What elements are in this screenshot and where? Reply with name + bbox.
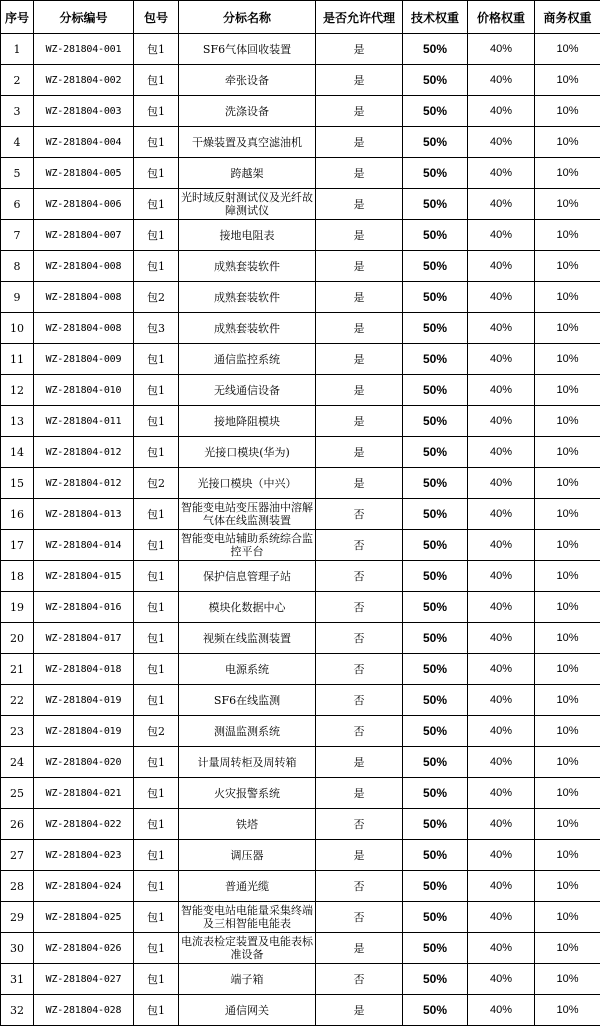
- table-row: [1, 778, 600, 809]
- cell-price-weight: 40%: [468, 189, 535, 220]
- cell-business-weight: 10%: [535, 96, 600, 127]
- cell-name: 接地电阻表: [179, 220, 316, 251]
- cell-agent-allowed: 否: [316, 964, 403, 995]
- cell-package: 包1: [134, 995, 179, 1026]
- table-row: [1, 716, 600, 747]
- cell-code: WZ-281804-009: [34, 344, 134, 375]
- cell-no: 2: [1, 65, 34, 96]
- header-no: 序号: [1, 1, 34, 34]
- cell-code: WZ-281804-027: [34, 964, 134, 995]
- cell-tech-weight: 50%: [403, 778, 468, 809]
- table-row: [1, 840, 600, 871]
- cell-tech-weight: 50%: [403, 592, 468, 623]
- table-row: [1, 313, 600, 344]
- cell-name: 牵张设备: [179, 65, 316, 96]
- cell-price-weight: 40%: [468, 747, 535, 778]
- cell-agent-allowed: 否: [316, 871, 403, 902]
- cell-tech-weight: 50%: [403, 34, 468, 65]
- cell-no: 5: [1, 158, 34, 189]
- cell-package: 包1: [134, 964, 179, 995]
- cell-package: 包2: [134, 468, 179, 499]
- cell-name: 洗涤设备: [179, 96, 316, 127]
- cell-business-weight: 10%: [535, 499, 600, 530]
- cell-package: 包1: [134, 747, 179, 778]
- cell-name: 火灾报警系统: [179, 778, 316, 809]
- table-row: [1, 251, 600, 282]
- cell-package: 包1: [134, 127, 179, 158]
- cell-name: 成熟套装软件: [179, 282, 316, 313]
- cell-price-weight: 40%: [468, 561, 535, 592]
- cell-no: 7: [1, 220, 34, 251]
- cell-no: 24: [1, 747, 34, 778]
- table-row: [1, 964, 600, 995]
- cell-no: 26: [1, 809, 34, 840]
- header-row: [1, 1, 600, 34]
- cell-name: 无线通信设备: [179, 375, 316, 406]
- cell-package: 包1: [134, 871, 179, 902]
- cell-package: 包1: [134, 840, 179, 871]
- cell-agent-allowed: 是: [316, 406, 403, 437]
- cell-code: WZ-281804-012: [34, 468, 134, 499]
- cell-package: 包1: [134, 189, 179, 220]
- table-row: [1, 220, 600, 251]
- table-row: [1, 468, 600, 499]
- cell-name: 干燥装置及真空滤油机: [179, 127, 316, 158]
- header-business-weight: 商务权重: [535, 1, 600, 34]
- cell-price-weight: 40%: [468, 313, 535, 344]
- cell-tech-weight: 50%: [403, 468, 468, 499]
- cell-tech-weight: 50%: [403, 933, 468, 964]
- cell-agent-allowed: 否: [316, 654, 403, 685]
- cell-agent-allowed: 是: [316, 437, 403, 468]
- table-row: [1, 654, 600, 685]
- cell-no: 17: [1, 530, 34, 561]
- cell-no: 12: [1, 375, 34, 406]
- cell-package: 包1: [134, 623, 179, 654]
- cell-price-weight: 40%: [468, 375, 535, 406]
- cell-price-weight: 40%: [468, 933, 535, 964]
- cell-tech-weight: 50%: [403, 158, 468, 189]
- cell-price-weight: 40%: [468, 530, 535, 561]
- cell-code: WZ-281804-008: [34, 251, 134, 282]
- cell-tech-weight: 50%: [403, 189, 468, 220]
- cell-package: 包1: [134, 685, 179, 716]
- cell-package: 包1: [134, 406, 179, 437]
- table-row: [1, 685, 600, 716]
- cell-price-weight: 40%: [468, 871, 535, 902]
- cell-no: 6: [1, 189, 34, 220]
- cell-name: 电源系统: [179, 654, 316, 685]
- cell-agent-allowed: 否: [316, 623, 403, 654]
- header-price-weight: 价格权重: [468, 1, 535, 34]
- cell-business-weight: 10%: [535, 406, 600, 437]
- cell-business-weight: 10%: [535, 716, 600, 747]
- cell-tech-weight: 50%: [403, 871, 468, 902]
- cell-no: 29: [1, 902, 34, 933]
- cell-code: WZ-281804-012: [34, 437, 134, 468]
- cell-business-weight: 10%: [535, 437, 600, 468]
- table-row: [1, 499, 600, 530]
- cell-package: 包1: [134, 220, 179, 251]
- cell-name: 光时域反射测试仪及光纤故障测试仪: [179, 189, 316, 220]
- cell-tech-weight: 50%: [403, 251, 468, 282]
- cell-tech-weight: 50%: [403, 65, 468, 96]
- cell-no: 13: [1, 406, 34, 437]
- cell-tech-weight: 50%: [403, 220, 468, 251]
- cell-price-weight: 40%: [468, 34, 535, 65]
- cell-price-weight: 40%: [468, 468, 535, 499]
- cell-business-weight: 10%: [535, 344, 600, 375]
- cell-price-weight: 40%: [468, 964, 535, 995]
- cell-package: 包1: [134, 34, 179, 65]
- cell-no: 4: [1, 127, 34, 158]
- cell-agent-allowed: 是: [316, 65, 403, 96]
- cell-business-weight: 10%: [535, 747, 600, 778]
- cell-business-weight: 10%: [535, 809, 600, 840]
- cell-no: 10: [1, 313, 34, 344]
- table-row: [1, 406, 600, 437]
- cell-code: WZ-281804-010: [34, 375, 134, 406]
- cell-name: SF6在线监测: [179, 685, 316, 716]
- cell-price-weight: 40%: [468, 65, 535, 96]
- cell-business-weight: 10%: [535, 65, 600, 96]
- table-row: [1, 189, 600, 220]
- cell-package: 包1: [134, 251, 179, 282]
- cell-price-weight: 40%: [468, 282, 535, 313]
- cell-price-weight: 40%: [468, 778, 535, 809]
- cell-tech-weight: 50%: [403, 96, 468, 127]
- cell-price-weight: 40%: [468, 840, 535, 871]
- cell-tech-weight: 50%: [403, 561, 468, 592]
- cell-agent-allowed: 是: [316, 313, 403, 344]
- cell-agent-allowed: 是: [316, 933, 403, 964]
- cell-name: 光接口模块（中兴）: [179, 468, 316, 499]
- cell-business-weight: 10%: [535, 189, 600, 220]
- cell-business-weight: 10%: [535, 778, 600, 809]
- cell-code: WZ-281804-007: [34, 220, 134, 251]
- cell-name: 成熟套装软件: [179, 313, 316, 344]
- cell-package: 包1: [134, 933, 179, 964]
- cell-agent-allowed: 是: [316, 282, 403, 313]
- cell-no: 32: [1, 995, 34, 1026]
- cell-agent-allowed: 否: [316, 561, 403, 592]
- cell-business-weight: 10%: [535, 654, 600, 685]
- cell-business-weight: 10%: [535, 592, 600, 623]
- cell-business-weight: 10%: [535, 623, 600, 654]
- table-row: [1, 65, 600, 96]
- cell-tech-weight: 50%: [403, 375, 468, 406]
- cell-business-weight: 10%: [535, 840, 600, 871]
- cell-code: WZ-281804-022: [34, 809, 134, 840]
- cell-name: 电流表检定装置及电能表标准设备: [179, 933, 316, 964]
- cell-package: 包1: [134, 809, 179, 840]
- cell-agent-allowed: 是: [316, 96, 403, 127]
- cell-business-weight: 10%: [535, 995, 600, 1026]
- cell-business-weight: 10%: [535, 902, 600, 933]
- cell-package: 包1: [134, 902, 179, 933]
- cell-tech-weight: 50%: [403, 685, 468, 716]
- cell-no: 11: [1, 344, 34, 375]
- cell-package: 包1: [134, 592, 179, 623]
- cell-agent-allowed: 否: [316, 530, 403, 561]
- cell-tech-weight: 50%: [403, 716, 468, 747]
- cell-agent-allowed: 否: [316, 592, 403, 623]
- cell-package: 包1: [134, 344, 179, 375]
- cell-no: 9: [1, 282, 34, 313]
- cell-name: 智能变电站电能量采集终端及三相智能电能表: [179, 902, 316, 933]
- cell-code: WZ-281804-011: [34, 406, 134, 437]
- cell-code: WZ-281804-005: [34, 158, 134, 189]
- table-row: [1, 375, 600, 406]
- cell-tech-weight: 50%: [403, 747, 468, 778]
- cell-business-weight: 10%: [535, 282, 600, 313]
- cell-tech-weight: 50%: [403, 902, 468, 933]
- cell-tech-weight: 50%: [403, 282, 468, 313]
- cell-tech-weight: 50%: [403, 127, 468, 158]
- cell-code: WZ-281804-013: [34, 499, 134, 530]
- cell-name: 成熟套装软件: [179, 251, 316, 282]
- cell-agent-allowed: 否: [316, 499, 403, 530]
- cell-code: WZ-281804-001: [34, 34, 134, 65]
- cell-price-weight: 40%: [468, 158, 535, 189]
- cell-tech-weight: 50%: [403, 499, 468, 530]
- cell-code: WZ-281804-008: [34, 313, 134, 344]
- header-name: 分标名称: [179, 1, 316, 34]
- cell-agent-allowed: 是: [316, 468, 403, 499]
- cell-business-weight: 10%: [535, 220, 600, 251]
- table-row: [1, 344, 600, 375]
- table-row: [1, 158, 600, 189]
- cell-agent-allowed: 否: [316, 809, 403, 840]
- cell-price-weight: 40%: [468, 716, 535, 747]
- cell-no: 14: [1, 437, 34, 468]
- cell-package: 包1: [134, 375, 179, 406]
- cell-name: 模块化数据中心: [179, 592, 316, 623]
- table-row: [1, 902, 600, 933]
- cell-business-weight: 10%: [535, 375, 600, 406]
- cell-price-weight: 40%: [468, 127, 535, 158]
- table-row: [1, 437, 600, 468]
- cell-package: 包2: [134, 716, 179, 747]
- table-row: [1, 96, 600, 127]
- cell-code: WZ-281804-015: [34, 561, 134, 592]
- cell-no: 3: [1, 96, 34, 127]
- cell-business-weight: 10%: [535, 158, 600, 189]
- cell-agent-allowed: 否: [316, 902, 403, 933]
- cell-no: 31: [1, 964, 34, 995]
- cell-agent-allowed: 是: [316, 220, 403, 251]
- cell-tech-weight: 50%: [403, 623, 468, 654]
- table-row: [1, 809, 600, 840]
- cell-price-weight: 40%: [468, 406, 535, 437]
- cell-name: 铁塔: [179, 809, 316, 840]
- cell-package: 包1: [134, 96, 179, 127]
- cell-business-weight: 10%: [535, 685, 600, 716]
- cell-name: 调压器: [179, 840, 316, 871]
- cell-name: 计量周转柜及周转箱: [179, 747, 316, 778]
- cell-business-weight: 10%: [535, 530, 600, 561]
- cell-package: 包1: [134, 778, 179, 809]
- cell-agent-allowed: 是: [316, 778, 403, 809]
- cell-tech-weight: 50%: [403, 437, 468, 468]
- cell-tech-weight: 50%: [403, 840, 468, 871]
- cell-no: 27: [1, 840, 34, 871]
- cell-package: 包1: [134, 158, 179, 189]
- table-row: [1, 127, 600, 158]
- cell-code: WZ-281804-019: [34, 716, 134, 747]
- cell-tech-weight: 50%: [403, 530, 468, 561]
- cell-agent-allowed: 是: [316, 251, 403, 282]
- cell-business-weight: 10%: [535, 468, 600, 499]
- cell-code: WZ-281804-018: [34, 654, 134, 685]
- cell-agent-allowed: 是: [316, 344, 403, 375]
- cell-price-weight: 40%: [468, 685, 535, 716]
- cell-name: 智能变电站变压器油中溶解气体在线监测装置: [179, 499, 316, 530]
- cell-code: WZ-281804-024: [34, 871, 134, 902]
- cell-business-weight: 10%: [535, 561, 600, 592]
- cell-price-weight: 40%: [468, 995, 535, 1026]
- header-agent-allowed: 是否允许代理: [316, 1, 403, 34]
- cell-name: 通信网关: [179, 995, 316, 1026]
- cell-no: 1: [1, 34, 34, 65]
- cell-no: 19: [1, 592, 34, 623]
- cell-price-weight: 40%: [468, 251, 535, 282]
- cell-name: 普通光缆: [179, 871, 316, 902]
- cell-tech-weight: 50%: [403, 995, 468, 1026]
- table-row: [1, 747, 600, 778]
- table-body: [1, 34, 600, 1026]
- cell-package: 包1: [134, 530, 179, 561]
- table-row: [1, 995, 600, 1026]
- cell-code: WZ-281804-004: [34, 127, 134, 158]
- cell-no: 16: [1, 499, 34, 530]
- cell-agent-allowed: 否: [316, 716, 403, 747]
- table-row: [1, 871, 600, 902]
- cell-package: 包1: [134, 654, 179, 685]
- table-row: [1, 530, 600, 561]
- cell-no: 21: [1, 654, 34, 685]
- cell-package: 包1: [134, 561, 179, 592]
- cell-code: WZ-281804-019: [34, 685, 134, 716]
- header-tech-weight: 技术权重: [403, 1, 468, 34]
- cell-price-weight: 40%: [468, 96, 535, 127]
- cell-name: 智能变电站辅助系统综合监控平台: [179, 530, 316, 561]
- cell-no: 18: [1, 561, 34, 592]
- cell-name: 跨越架: [179, 158, 316, 189]
- cell-no: 8: [1, 251, 34, 282]
- cell-code: WZ-281804-016: [34, 592, 134, 623]
- cell-code: WZ-281804-017: [34, 623, 134, 654]
- table-row: [1, 34, 600, 65]
- cell-no: 25: [1, 778, 34, 809]
- cell-package: 包1: [134, 437, 179, 468]
- cell-agent-allowed: 是: [316, 189, 403, 220]
- cell-business-weight: 10%: [535, 127, 600, 158]
- cell-name: 保护信息管理子站: [179, 561, 316, 592]
- cell-code: WZ-281804-021: [34, 778, 134, 809]
- cell-business-weight: 10%: [535, 933, 600, 964]
- cell-no: 30: [1, 933, 34, 964]
- cell-code: WZ-281804-008: [34, 282, 134, 313]
- cell-price-weight: 40%: [468, 809, 535, 840]
- cell-price-weight: 40%: [468, 344, 535, 375]
- cell-agent-allowed: 是: [316, 34, 403, 65]
- cell-agent-allowed: 是: [316, 747, 403, 778]
- cell-agent-allowed: 是: [316, 995, 403, 1026]
- cell-business-weight: 10%: [535, 251, 600, 282]
- cell-code: WZ-281804-026: [34, 933, 134, 964]
- cell-name: 测温监测系统: [179, 716, 316, 747]
- cell-package: 包3: [134, 313, 179, 344]
- cell-code: WZ-281804-020: [34, 747, 134, 778]
- table-row: [1, 933, 600, 964]
- cell-code: WZ-281804-025: [34, 902, 134, 933]
- cell-price-weight: 40%: [468, 623, 535, 654]
- cell-tech-weight: 50%: [403, 406, 468, 437]
- cell-tech-weight: 50%: [403, 964, 468, 995]
- cell-tech-weight: 50%: [403, 809, 468, 840]
- cell-code: WZ-281804-023: [34, 840, 134, 871]
- cell-no: 20: [1, 623, 34, 654]
- table-row: [1, 592, 600, 623]
- cell-no: 15: [1, 468, 34, 499]
- cell-code: WZ-281804-028: [34, 995, 134, 1026]
- cell-price-weight: 40%: [468, 902, 535, 933]
- cell-tech-weight: 50%: [403, 344, 468, 375]
- cell-no: 22: [1, 685, 34, 716]
- cell-name: 端子箱: [179, 964, 316, 995]
- cell-tech-weight: 50%: [403, 654, 468, 685]
- cell-business-weight: 10%: [535, 964, 600, 995]
- cell-code: WZ-281804-003: [34, 96, 134, 127]
- cell-code: WZ-281804-006: [34, 189, 134, 220]
- table-row: [1, 623, 600, 654]
- cell-no: 28: [1, 871, 34, 902]
- cell-price-weight: 40%: [468, 220, 535, 251]
- cell-code: WZ-281804-014: [34, 530, 134, 561]
- cell-price-weight: 40%: [468, 592, 535, 623]
- cell-price-weight: 40%: [468, 654, 535, 685]
- cell-agent-allowed: 否: [316, 685, 403, 716]
- cell-package: 包2: [134, 282, 179, 313]
- cell-tech-weight: 50%: [403, 313, 468, 344]
- cell-price-weight: 40%: [468, 437, 535, 468]
- cell-name: SF6气体回收装置: [179, 34, 316, 65]
- cell-agent-allowed: 是: [316, 158, 403, 189]
- cell-name: 光接口模块(华为): [179, 437, 316, 468]
- cell-name: 接地降阻模块: [179, 406, 316, 437]
- table-row: [1, 282, 600, 313]
- header-code: 分标编号: [34, 1, 134, 34]
- cell-business-weight: 10%: [535, 871, 600, 902]
- cell-name: 视频在线监测装置: [179, 623, 316, 654]
- header-package: 包号: [134, 1, 179, 34]
- cell-business-weight: 10%: [535, 313, 600, 344]
- cell-name: 通信监控系统: [179, 344, 316, 375]
- cell-code: WZ-281804-002: [34, 65, 134, 96]
- cell-package: 包1: [134, 499, 179, 530]
- cell-agent-allowed: 是: [316, 127, 403, 158]
- cell-business-weight: 10%: [535, 34, 600, 65]
- cell-price-weight: 40%: [468, 499, 535, 530]
- cell-no: 23: [1, 716, 34, 747]
- cell-agent-allowed: 是: [316, 840, 403, 871]
- table-row: [1, 561, 600, 592]
- cell-package: 包1: [134, 65, 179, 96]
- cell-agent-allowed: 是: [316, 375, 403, 406]
